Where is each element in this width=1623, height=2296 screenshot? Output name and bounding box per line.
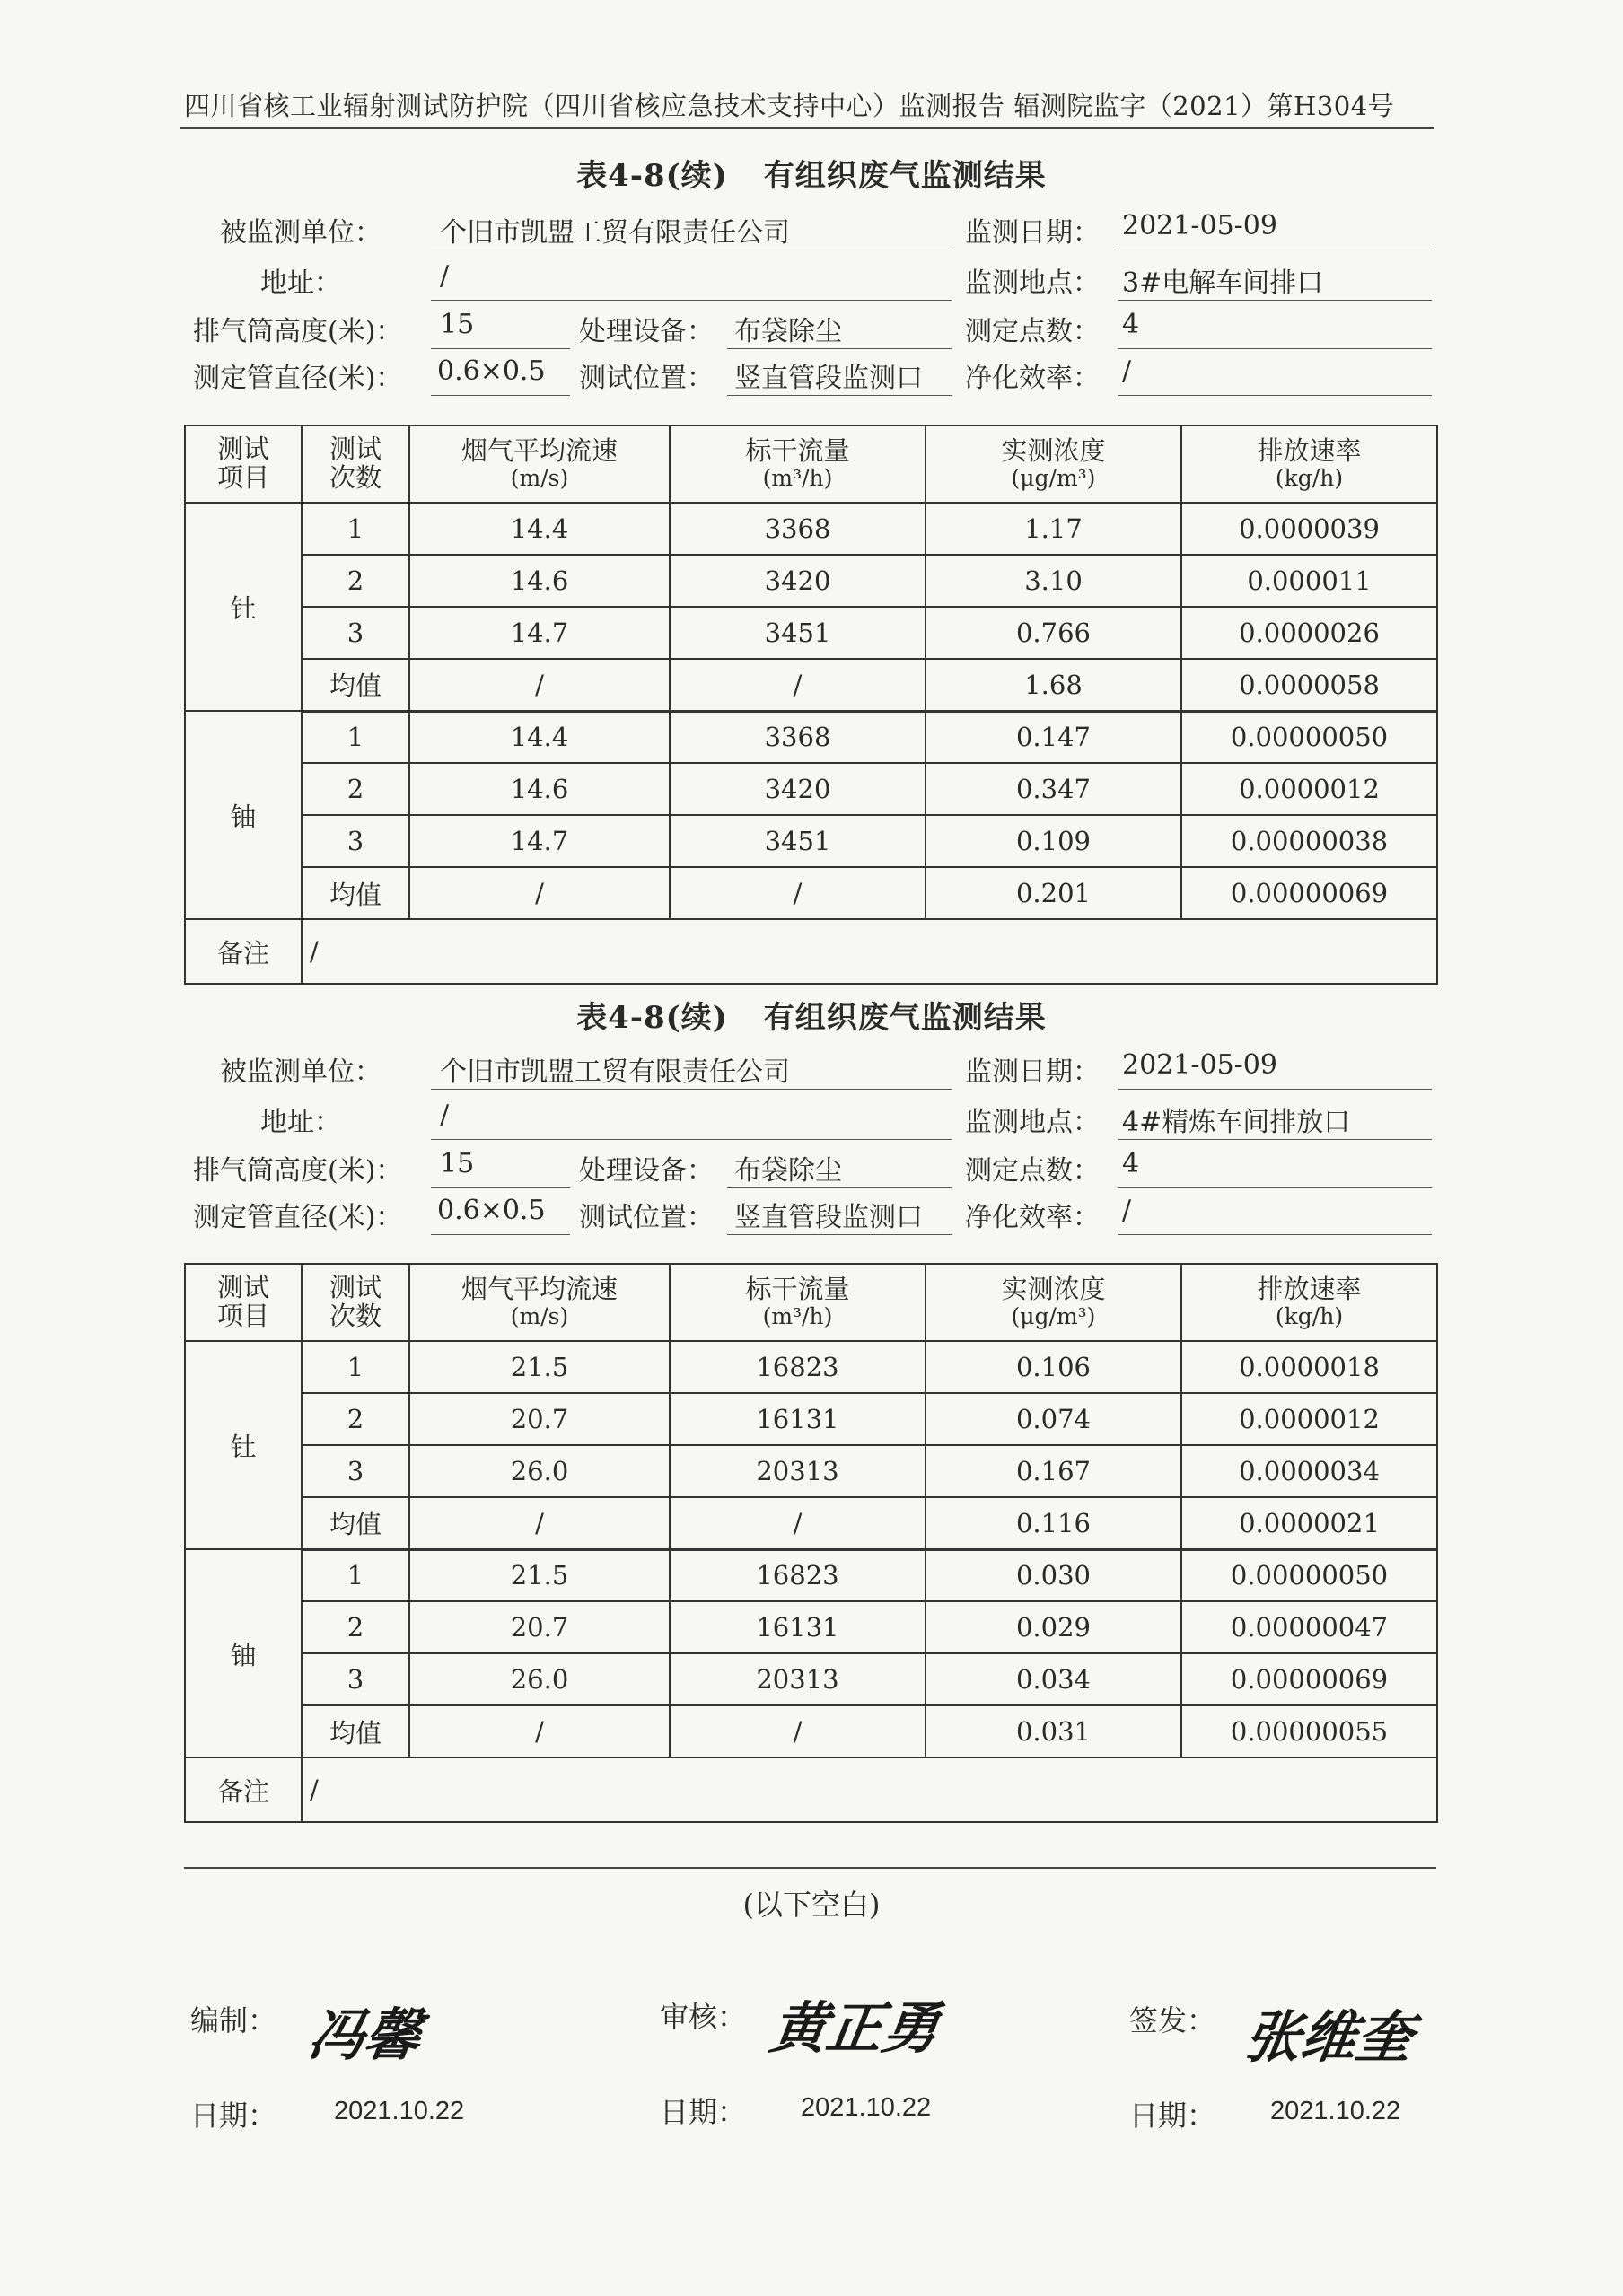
cell-flow: 20313: [670, 1445, 926, 1497]
cell-concentration: 0.030: [926, 1549, 1181, 1601]
unit-value: 个旧市凯盟工贸有限责任公司: [440, 1056, 790, 1088]
equipment-underline: [727, 1187, 952, 1188]
cell-velocity: 26.0: [409, 1653, 670, 1705]
cell-concentration: 0.116: [926, 1497, 1181, 1549]
position-underline: [727, 1234, 952, 1235]
cell-emission-rate: 0.00000069: [1181, 867, 1437, 919]
header-flow: 标干流量 (m³/h): [670, 1264, 926, 1341]
group-name-thorium: 钍: [185, 503, 302, 711]
cell-count: 均值: [302, 659, 409, 711]
cell-count: 3: [302, 1445, 409, 1497]
cell-count: 2: [302, 1601, 409, 1653]
reviewed-signature: 黄正勇: [767, 1995, 943, 2061]
header-rule: [180, 127, 1434, 129]
cell-count: 1: [302, 1549, 409, 1601]
cell-count: 2: [302, 763, 409, 815]
diameter-value: 0.6×0.5: [437, 355, 546, 387]
report-header: 四川省核工业辐射测试防护院（四川省核应急技术支持中心）监测报告 辐测院监字（2021）第H304号: [184, 91, 1395, 121]
cell-concentration: 0.109: [926, 815, 1181, 867]
equipment-underline: [727, 348, 952, 349]
compiled-date: 2021.10.22: [334, 2097, 465, 2125]
cell-emission-rate: 0.0000039: [1181, 503, 1437, 555]
table-row-mean: [185, 1497, 1437, 1549]
efficiency-value: /: [1122, 1195, 1132, 1226]
issued-date: 2021.10.22: [1270, 2097, 1401, 2125]
header-count: 测试 次数: [302, 1264, 409, 1341]
site-value: 3#电解车间排口: [1122, 267, 1324, 299]
points-label: 测定点数：: [965, 316, 1100, 347]
cell-velocity: /: [409, 659, 670, 711]
points-value: 4: [1122, 1148, 1140, 1179]
cell-velocity: /: [409, 1705, 670, 1757]
issued-signature: 张维奎: [1241, 2004, 1417, 2070]
cell-flow: 3368: [670, 503, 926, 555]
cell-emission-rate: 0.0000034: [1181, 1445, 1437, 1497]
note-value: /: [302, 1757, 1437, 1822]
cell-concentration: 1.17: [926, 503, 1181, 555]
position-label: 测试位置：: [579, 1202, 714, 1233]
cell-count: 3: [302, 815, 409, 867]
address-value: /: [440, 1100, 450, 1131]
address-label: 地址：: [260, 1107, 341, 1138]
cell-flow: 16823: [670, 1341, 926, 1393]
cell-emission-rate: 0.0000012: [1181, 763, 1437, 815]
table-row: [185, 1601, 1437, 1653]
cell-concentration: 0.147: [926, 711, 1181, 763]
table-row: [185, 555, 1437, 607]
table-row: [185, 1549, 1437, 1601]
cell-concentration: 0.347: [926, 763, 1181, 815]
table-row: [185, 503, 1437, 555]
blank-below-note: (以下空白): [742, 1888, 881, 1922]
address-underline: [431, 300, 952, 301]
compiled-label: 编制：: [190, 2004, 277, 2037]
table-header-row: [185, 1264, 1437, 1341]
cell-flow: /: [670, 659, 926, 711]
note-label: 备注: [185, 919, 302, 984]
table-row: [185, 1445, 1437, 1497]
monitoring-table-1: [184, 425, 1438, 985]
table-note-row: [185, 919, 1437, 984]
efficiency-value: /: [1122, 355, 1132, 387]
position-value: 竖直管段监测口: [734, 363, 923, 394]
table-row-mean: [185, 1705, 1437, 1757]
table-row-mean: [185, 659, 1437, 711]
group-name-uranium: 铀: [185, 711, 302, 919]
equipment-value: 布袋除尘: [734, 1155, 842, 1187]
height-value: 15: [440, 1148, 475, 1179]
height-label: 排气筒高度(米)：: [193, 1155, 403, 1187]
header-velocity: 烟气平均流速 (m/s): [409, 425, 670, 503]
efficiency-underline: [1118, 395, 1432, 396]
cell-concentration: 0.074: [926, 1393, 1181, 1445]
table-1-title: [0, 151, 1623, 195]
cell-concentration: 0.201: [926, 867, 1181, 919]
unit-underline: [431, 1089, 952, 1090]
cell-velocity: /: [409, 1497, 670, 1549]
compiled-signature: 冯馨: [304, 2002, 425, 2068]
address-label: 地址：: [260, 267, 341, 299]
cell-flow: 3368: [670, 711, 926, 763]
cell-flow: 3451: [670, 607, 926, 659]
cell-velocity: 20.7: [409, 1601, 670, 1653]
cell-count: 均值: [302, 1497, 409, 1549]
group-name-thorium: 钍: [185, 1341, 302, 1549]
cell-count: 2: [302, 1393, 409, 1445]
height-value: 15: [440, 309, 475, 340]
cell-concentration: 0.167: [926, 1445, 1181, 1497]
diameter-underline: [431, 395, 570, 396]
cell-concentration: 0.106: [926, 1341, 1181, 1393]
header-concentration: 实测浓度 (μg/m³): [926, 425, 1181, 503]
site-underline: [1118, 1139, 1432, 1140]
date-label: 监测日期：: [965, 217, 1100, 249]
cell-emission-rate: 0.00000069: [1181, 1653, 1437, 1705]
note-label: 备注: [185, 1757, 302, 1822]
points-underline: [1118, 348, 1432, 349]
cell-emission-rate: 0.000011: [1181, 555, 1437, 607]
efficiency-label: 净化效率：: [965, 1202, 1100, 1233]
height-underline: [431, 1187, 570, 1188]
table-row: [185, 1341, 1437, 1393]
bottom-rule: [184, 1867, 1436, 1869]
unit-value: 个旧市凯盟工贸有限责任公司: [440, 217, 790, 249]
cell-count: 均值: [302, 1705, 409, 1757]
cell-flow: 16131: [670, 1393, 926, 1445]
cell-velocity: 14.7: [409, 607, 670, 659]
cell-emission-rate: 0.00000050: [1181, 711, 1437, 763]
cell-flow: /: [670, 1497, 926, 1549]
table-row: [185, 1393, 1437, 1445]
cell-emission-rate: 0.00000047: [1181, 1601, 1437, 1653]
cell-flow: 3451: [670, 815, 926, 867]
diameter-label: 测定管直径(米)：: [193, 1202, 403, 1233]
cell-count: 1: [302, 503, 409, 555]
cell-concentration: 1.68: [926, 659, 1181, 711]
cell-concentration: 0.029: [926, 1601, 1181, 1653]
table-row-mean: [185, 867, 1437, 919]
header-item: 测试 项目: [185, 425, 302, 503]
cell-flow: 3420: [670, 763, 926, 815]
header-count: 测试 次数: [302, 425, 409, 503]
cell-emission-rate: 0.00000038: [1181, 815, 1437, 867]
date-underline: [1118, 1089, 1432, 1090]
site-label: 监测地点：: [965, 1107, 1100, 1138]
table-2-info: [0, 1044, 1623, 1250]
cell-concentration: 0.034: [926, 1653, 1181, 1705]
cell-flow: 3420: [670, 555, 926, 607]
cell-velocity: 14.7: [409, 815, 670, 867]
cell-flow: 16823: [670, 1549, 926, 1601]
cell-count: 3: [302, 607, 409, 659]
cell-emission-rate: 0.0000058: [1181, 659, 1437, 711]
group-name-uranium: 铀: [185, 1549, 302, 1757]
header-flow: 标干流量 (m³/h): [670, 425, 926, 503]
table-row: [185, 607, 1437, 659]
cell-count: 1: [302, 1341, 409, 1393]
table-1-title-text: 有组织废气监测结果: [763, 158, 1047, 194]
cell-velocity: 14.4: [409, 503, 670, 555]
diameter-label: 测定管直径(米)：: [193, 363, 403, 394]
unit-label: 被监测单位：: [220, 1056, 382, 1088]
cell-concentration: 0.766: [926, 607, 1181, 659]
cell-velocity: 26.0: [409, 1445, 670, 1497]
points-underline: [1118, 1187, 1432, 1188]
efficiency-underline: [1118, 1234, 1432, 1235]
reviewed-date: 2021.10.22: [801, 2093, 932, 2122]
cell-flow: /: [670, 1705, 926, 1757]
height-underline: [431, 348, 570, 349]
header-item: 测试 项目: [185, 1264, 302, 1341]
cell-flow: /: [670, 867, 926, 919]
height-label: 排气筒高度(米)：: [193, 316, 403, 347]
cell-emission-rate: 0.00000050: [1181, 1549, 1437, 1601]
position-label: 测试位置：: [579, 363, 714, 394]
header-emission-rate: 排放速率 (kg/h): [1181, 425, 1437, 503]
date-label: 监测日期：: [965, 1056, 1100, 1088]
cell-flow: 16131: [670, 1601, 926, 1653]
header-emission-rate: 排放速率 (kg/h): [1181, 1264, 1437, 1341]
table-2-title-text: 有组织废气监测结果: [763, 1000, 1047, 1036]
table-row: [185, 711, 1437, 763]
unit-label: 被监测单位：: [220, 217, 382, 249]
cell-concentration: 3.10: [926, 555, 1181, 607]
address-value: /: [440, 260, 450, 292]
cell-count: 3: [302, 1653, 409, 1705]
table-note-row: [185, 1757, 1437, 1822]
compiled-date-label: 日期：: [190, 2099, 277, 2132]
monitoring-table-2: [184, 1263, 1438, 1823]
cell-velocity: /: [409, 867, 670, 919]
header-concentration: 实测浓度 (μg/m³): [926, 1264, 1181, 1341]
cell-emission-rate: 0.0000021: [1181, 1497, 1437, 1549]
header-velocity: 烟气平均流速 (m/s): [409, 1264, 670, 1341]
cell-concentration: 0.031: [926, 1705, 1181, 1757]
cell-velocity: 21.5: [409, 1549, 670, 1601]
date-value: 2021-05-09: [1122, 210, 1277, 241]
reviewed-date-label: 日期：: [660, 2096, 747, 2128]
table-header-row: [185, 425, 1437, 503]
issued-date-label: 日期：: [1129, 2099, 1216, 2132]
cell-emission-rate: 0.0000026: [1181, 607, 1437, 659]
efficiency-label: 净化效率：: [965, 363, 1100, 394]
date-value: 2021-05-09: [1122, 1049, 1277, 1081]
table-1-title-number: 表4-8(续): [576, 158, 728, 194]
cell-count: 2: [302, 555, 409, 607]
cell-count: 1: [302, 711, 409, 763]
position-value: 竖直管段监测口: [734, 1202, 923, 1233]
cell-velocity: 21.5: [409, 1341, 670, 1393]
equipment-label: 处理设备：: [579, 316, 714, 347]
table-row: [185, 815, 1437, 867]
cell-emission-rate: 0.0000018: [1181, 1341, 1437, 1393]
address-underline: [431, 1139, 952, 1140]
site-underline: [1118, 300, 1432, 301]
reviewed-label: 审核：: [660, 2001, 747, 2033]
points-label: 测定点数：: [965, 1155, 1100, 1187]
equipment-label: 处理设备：: [579, 1155, 714, 1187]
table-row: [185, 763, 1437, 815]
table-2-title-number: 表4-8(续): [576, 1000, 728, 1036]
issued-label: 签发：: [1129, 2004, 1216, 2037]
cell-velocity: 14.6: [409, 763, 670, 815]
cell-velocity: 14.6: [409, 555, 670, 607]
cell-velocity: 14.4: [409, 711, 670, 763]
cell-flow: 20313: [670, 1653, 926, 1705]
diameter-value: 0.6×0.5: [437, 1195, 546, 1226]
position-underline: [727, 395, 952, 396]
cell-velocity: 20.7: [409, 1393, 670, 1445]
points-value: 4: [1122, 309, 1140, 340]
site-label: 监测地点：: [965, 267, 1100, 299]
table-1-info: [0, 205, 1623, 411]
table-row: [185, 1653, 1437, 1705]
equipment-value: 布袋除尘: [734, 316, 842, 347]
note-value: /: [302, 919, 1437, 984]
cell-count: 均值: [302, 867, 409, 919]
site-value: 4#精炼车间排放口: [1122, 1107, 1351, 1138]
diameter-underline: [431, 1234, 570, 1235]
cell-emission-rate: 0.0000012: [1181, 1393, 1437, 1445]
cell-emission-rate: 0.00000055: [1181, 1705, 1437, 1757]
table-2-title: [0, 993, 1623, 1037]
